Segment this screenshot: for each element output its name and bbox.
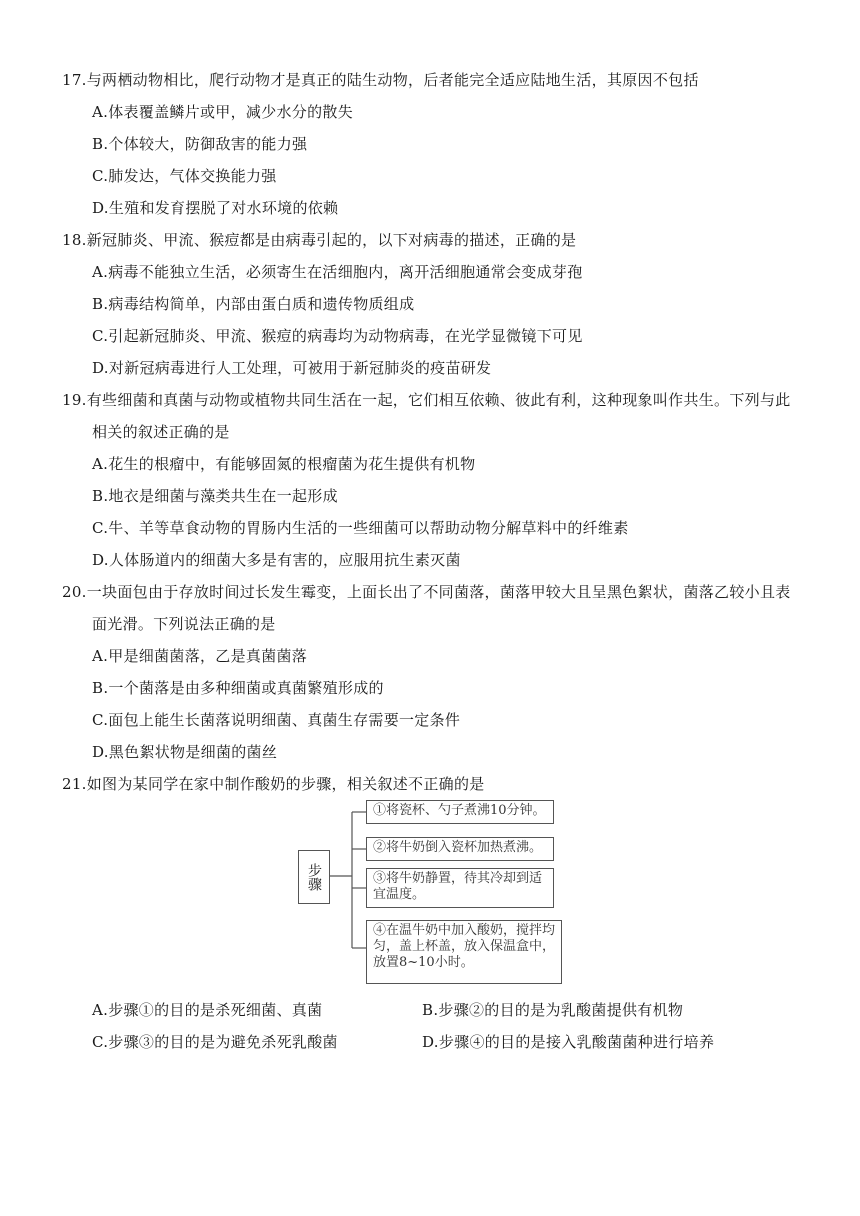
option-c: C.引起新冠肺炎、甲流、猴痘的病毒均为动物病毒，在光学显微镜下可见 <box>92 327 583 345</box>
option-c: C.步骤③的目的是为避免杀死乳酸菌 <box>92 1033 338 1051</box>
option-a: A.病毒不能独立生活，必须寄生在活细胞内，离开活细胞通常会变成芽孢 <box>92 263 583 281</box>
option-b: B.一个菌落是由多种细菌或真菌繁殖形成的 <box>92 679 384 697</box>
option-b: B.地衣是细菌与藻类共生在一起形成 <box>92 487 338 505</box>
question-18 <box>62 224 802 384</box>
step-3-box: ③将牛奶静置，待其冷却到适宜温度。 <box>366 868 554 908</box>
option-a: A.步骤①的目的是杀死细菌、真菌 <box>92 1001 323 1019</box>
step-4-box: ④在温牛奶中加入酸奶，搅拌均匀，盖上杯盖，放入保温盒中，放置8~10小时。 <box>366 920 562 984</box>
question-stem: 20.一块面包由于存放时间过长发生霉变，上面长出了不同菌落，菌落甲较大且呈黑色絮状，菌落乙较小且表面光滑。下列说法正确的是 <box>62 583 791 633</box>
question-stem: 21.如图为某同学在家中制作酸奶的步骤，相关叙述不正确的是 <box>62 775 485 793</box>
question-stem: 17.与两栖动物相比，爬行动物才是真正的陆生动物，后者能完全适应陆地生活，其原因不包括 <box>62 71 699 89</box>
option-a: A.甲是细菌菌落，乙是真菌菌落 <box>92 647 308 665</box>
option-b: B.步骤②的目的是为乳酸菌提供有机物 <box>422 1001 684 1019</box>
step-1-box: ①将瓷杯、勺子煮沸10分钟。 <box>366 800 554 824</box>
question-21-options <box>62 994 802 1058</box>
yogurt-steps-diagram <box>298 796 564 986</box>
question-stem: 18.新冠肺炎、甲流、猴痘都是由病毒引起的，以下对病毒的描述，正确的是 <box>62 231 577 249</box>
option-d: D.生殖和发育摆脱了对水环境的依赖 <box>92 199 339 217</box>
option-b: B.个体较大，防御敌害的能力强 <box>92 135 308 153</box>
question-17 <box>62 64 802 224</box>
option-c: C.牛、羊等草食动物的胃肠内生活的一些细菌可以帮助动物分解草料中的纤维素 <box>92 519 629 537</box>
question-19 <box>62 384 802 576</box>
option-d: D.黑色絮状物是细菌的菌丝 <box>92 743 278 761</box>
option-a: A.体表覆盖鳞片或甲，减少水分的散失 <box>92 103 354 121</box>
option-c: C.面包上能生长菌落说明细菌、真菌生存需要一定条件 <box>92 711 461 729</box>
question-20 <box>62 576 802 768</box>
question-stem: 19.有些细菌和真菌与动物或植物共同生活在一起，它们相互依赖、彼此有利，这种现象叫作共生。下列与此相关的叙述正确的是 <box>62 391 791 441</box>
option-b: B.病毒结构简单，内部由蛋白质和遗传物质组成 <box>92 295 415 313</box>
option-d: D.对新冠病毒进行人工处理，可被用于新冠肺炎的疫苗研发 <box>92 359 492 377</box>
steps-root-label: 步骤 <box>298 850 330 904</box>
step-2-box: ②将牛奶倒入瓷杯加热煮沸。 <box>366 837 554 861</box>
option-c: C.肺发达，气体交换能力强 <box>92 167 277 185</box>
option-a: A.花生的根瘤中，有能够固氮的根瘤菌为花生提供有机物 <box>92 455 476 473</box>
option-d: D.人体肠道内的细菌大多是有害的，应服用抗生素灭菌 <box>92 551 461 569</box>
option-d: D.步骤④的目的是接入乳酸菌菌种进行培养 <box>422 1033 715 1051</box>
